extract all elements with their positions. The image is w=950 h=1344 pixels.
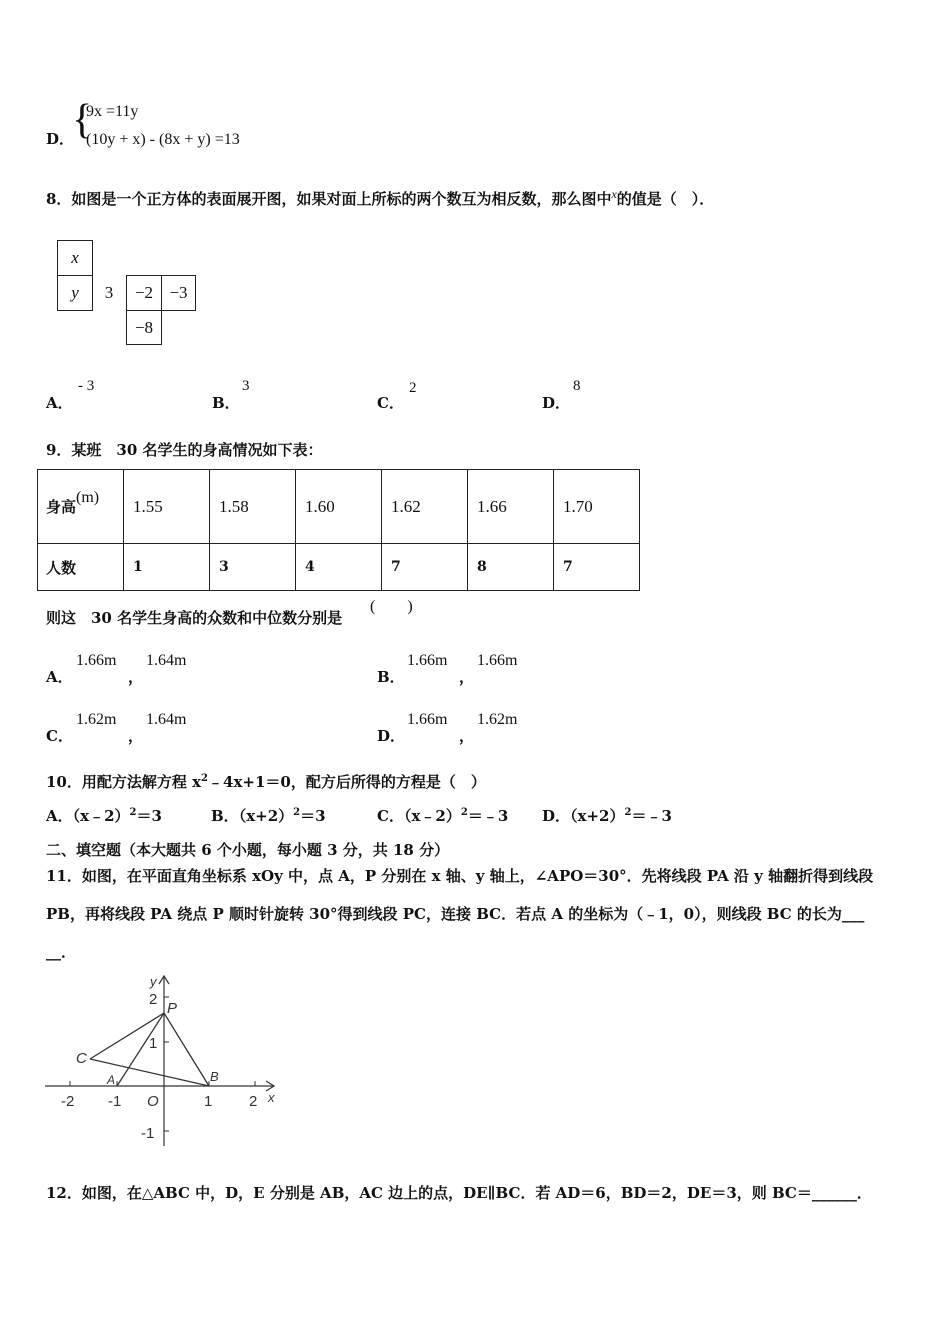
q8-option-c[interactable]: C．	[377, 394, 404, 412]
table-row	[38, 470, 640, 544]
count-cell: 8	[468, 544, 554, 591]
q7-option-d-label: D．	[46, 130, 75, 148]
q9-option-b-v1: 1.66m	[407, 652, 448, 669]
net-cell-y: y	[57, 275, 93, 311]
q8-var: x	[611, 187, 617, 201]
q9-sep: ，	[128, 727, 144, 745]
x-axis-label: x	[268, 1090, 275, 1105]
q9-question: 则这 30 名学生身高的众数和中位数分别是	[46, 609, 343, 627]
q8-stem: 8．如图是一个正方体的表面展开图，如果对面上所标的两个数互为相反数，那么图中	[46, 190, 612, 208]
q9-sep: ，	[459, 668, 475, 686]
coordinate-figure	[40, 968, 290, 1158]
q10-option-c[interactable]	[377, 805, 508, 826]
q8-option-d-value: 8	[573, 378, 581, 394]
table-row	[38, 544, 640, 591]
x-tick-label: 1	[204, 1093, 213, 1110]
net-cell-3: 3	[92, 275, 127, 311]
q10-option-b-label: B．	[211, 807, 239, 825]
x-tick-label: -1	[108, 1093, 122, 1110]
q9-option-d-v2: 1.62m	[477, 711, 518, 728]
q12-text: 12．如图，在△ABC 中，D，E 分别是 AB，AC 边上的点，DE∥BC．若 AD＝6，BD＝2，DE＝3，则 BC＝______．	[46, 1184, 872, 1202]
q10-option-c-sup: 2	[460, 807, 468, 818]
q10-stem-b: ﹣4x+1＝0，配方后所得的方程是（ ）	[208, 773, 486, 791]
q9-option-c-v1: 1.62m	[76, 711, 117, 728]
q10-option-a-post: ＝3	[136, 807, 162, 825]
q10-option-a-label: A．	[46, 807, 73, 825]
q9-option-c[interactable]: C．	[46, 727, 73, 745]
net-cell-neg3: −3	[161, 275, 196, 311]
y-tick-label: 2	[149, 991, 158, 1008]
q10-stem-a: 10．用配方法解方程 x	[46, 773, 202, 791]
section-title: 二、填空题（本大题共 6 个小题，每小题 3 分，共 18 分）	[46, 841, 450, 859]
q10-option-d-label: D．	[542, 807, 571, 825]
point-p-label: P	[167, 1000, 178, 1017]
q9-sep: ，	[128, 668, 144, 686]
q8-option-a-value: - 3	[78, 378, 95, 394]
q10-option-a-pre: （x﹣2）	[72, 807, 130, 825]
header-count: 人数	[38, 544, 124, 591]
q10-option-b[interactable]	[211, 805, 326, 826]
q10-option-c-label: C．	[377, 807, 404, 825]
system-brace: {	[72, 97, 93, 143]
y-tick-label: -1	[141, 1125, 155, 1142]
q8-option-b[interactable]: B．	[212, 394, 240, 412]
q9-option-a-v1: 1.66m	[76, 652, 117, 669]
header-height	[38, 470, 124, 544]
q10-option-d-pre: （x+2）	[570, 807, 625, 825]
y-tick-label: 1	[149, 1035, 158, 1052]
height-cell: 1.66	[468, 470, 554, 544]
segment-pb	[164, 1013, 209, 1086]
q8-option-a[interactable]: A．	[46, 394, 73, 412]
q10-option-d-sup: 2	[624, 807, 632, 818]
count-cell: 4	[296, 544, 382, 591]
q7-equation-2: (10y + x) - (8x + y) =13	[86, 131, 240, 148]
q9-option-b-v2: 1.66m	[477, 652, 518, 669]
height-table	[37, 469, 640, 591]
q9-option-c-v2: 1.64m	[146, 711, 187, 728]
height-cell: 1.55	[124, 470, 210, 544]
q7-equation-1: 9x =11y	[86, 103, 139, 120]
q10-text	[46, 771, 486, 792]
q8-option-b-value: 3	[242, 378, 250, 394]
height-cell: 1.60	[296, 470, 382, 544]
x-tick-label: -2	[61, 1093, 75, 1110]
q10-sup: 2	[201, 773, 209, 784]
q8-tail: 的值是（ ）．	[616, 190, 715, 208]
q10-option-d[interactable]	[542, 805, 672, 826]
height-cell: 1.62	[382, 470, 468, 544]
q8-option-c-value: 2	[409, 380, 417, 396]
q11-line-2: PB，再将线段 PA 绕点 P 顺时针旋转 30°得到线段 PC，连接 BC．若点 A 的坐标为（﹣1，0），则线段 BC 的长为___	[46, 905, 865, 923]
q9-text: 9．某班 30 名学生的身高情况如下表：	[46, 441, 323, 459]
count-cell: 7	[382, 544, 468, 591]
q11-line-3: __．	[46, 943, 77, 961]
height-cell: 1.58	[210, 470, 296, 544]
q8-text	[46, 187, 714, 209]
net-cell-neg8: −8	[126, 310, 162, 345]
q9-option-d-v1: 1.66m	[407, 711, 448, 728]
q9-option-b[interactable]: B．	[377, 668, 405, 686]
q10-option-a-sup: 2	[129, 807, 137, 818]
q10-option-d-post: ＝﹣3	[631, 807, 672, 825]
q10-option-c-pre: （x﹣2）	[403, 807, 461, 825]
header-height-unit: (m)	[76, 489, 100, 506]
q10-option-c-post: ＝﹣3	[467, 807, 509, 825]
count-cell: 7	[554, 544, 640, 591]
point-c-label: C	[76, 1050, 87, 1067]
y-axis-label: y	[150, 974, 157, 989]
count-cell: 3	[210, 544, 296, 591]
q10-option-b-pre: （x+2）	[238, 807, 294, 825]
count-cell: 1	[124, 544, 210, 591]
x-tick-label: 2	[249, 1093, 258, 1110]
q9-option-a-v2: 1.64m	[146, 652, 187, 669]
q9-paren: ( )	[370, 598, 413, 615]
q11-line-1: 11．如图，在平面直角坐标系 xOy 中，点 A，P 分别在 x 轴、y 轴上，∠APO＝30°．先将线段 PA 沿 y 轴翻折得到线段	[46, 867, 874, 885]
q10-option-a[interactable]	[46, 805, 162, 826]
q9-option-a[interactable]: A．	[46, 668, 73, 686]
height-cell: 1.70	[554, 470, 640, 544]
q8-option-d[interactable]: D．	[542, 394, 571, 412]
point-b-label: B	[210, 1069, 219, 1084]
q9-option-d[interactable]: D．	[377, 727, 406, 745]
point-a-label: A	[107, 1073, 116, 1087]
header-height-label: 身高	[46, 498, 77, 516]
q10-option-b-sup: 2	[293, 807, 301, 818]
net-cell-neg2: −2	[126, 275, 162, 311]
origin-label: O	[147, 1093, 159, 1110]
q10-option-b-post: ＝3	[300, 807, 326, 825]
q9-sep: ，	[459, 727, 475, 745]
net-cell-x: x	[57, 240, 93, 276]
